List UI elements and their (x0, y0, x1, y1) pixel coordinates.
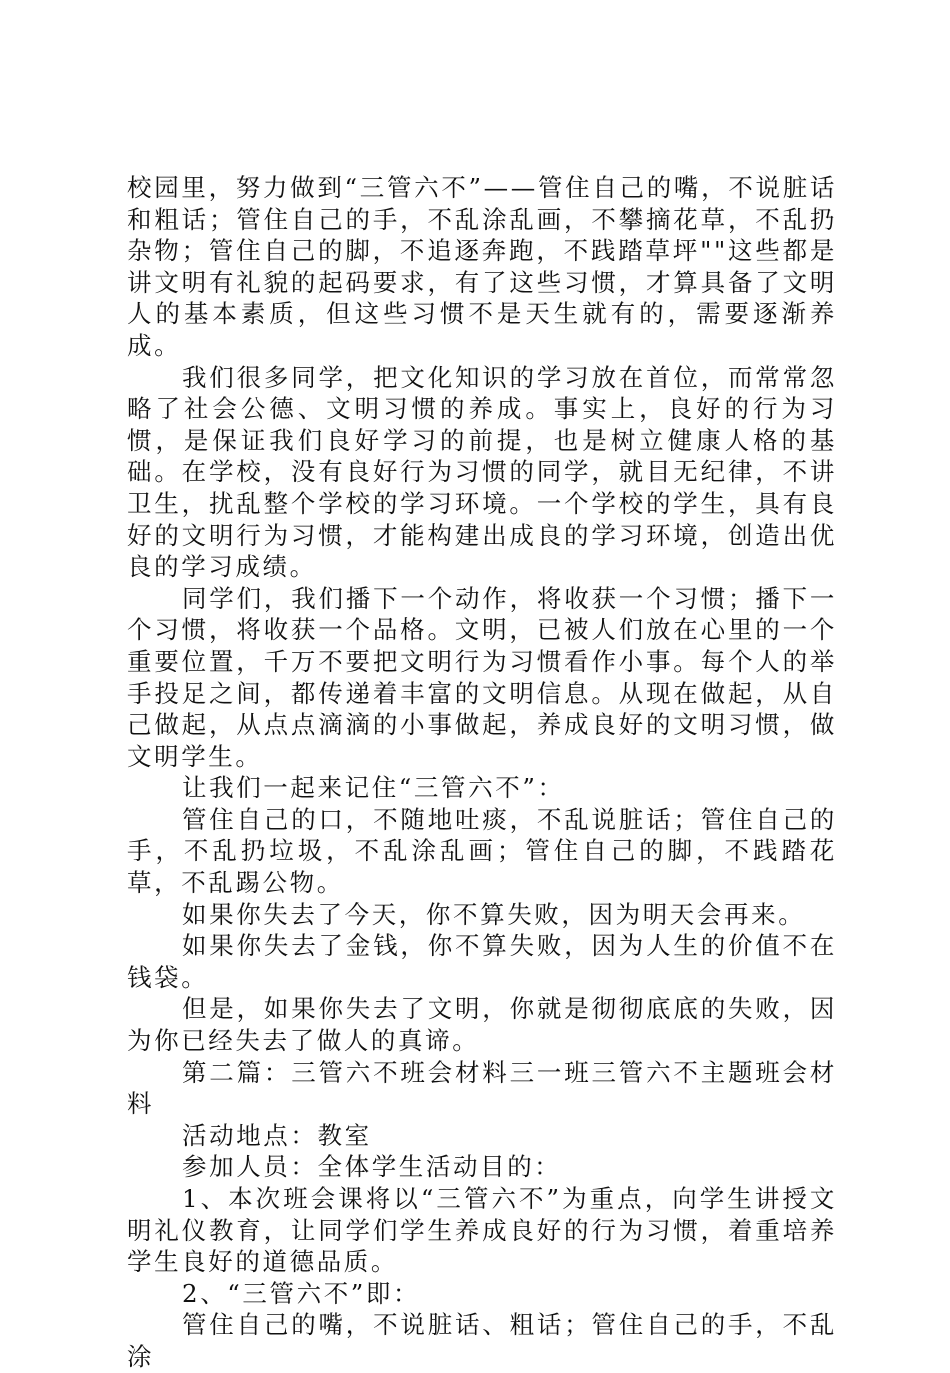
paragraph: 我们很多同学，把文化知识的学习放在首位，而常常忽略了社会公德、文明习惯的养成。事实上，良好的行为习惯，是保证我们良好学习的前提，也是树立健康人格的基础。在学校，没有良好行为习惯的同学，就目无纪律，不讲卫生，扰乱整个学校的学习环境。一个学校的学生，具有良好的文明行为习惯，才能构建出成良的学习环境，创造出优良的学习成绩。 (127, 362, 837, 582)
paragraph: 活动地点：教室 (182, 1120, 372, 1150)
document-body (127, 172, 837, 1373)
section-heading: 第二篇：三管六不班会材料三一班三管六不主题班会材料 (127, 1057, 837, 1119)
list-item: 2、“三管六不”即： (182, 1278, 421, 1308)
paragraph: 如果你失去了今天，你不算失败，因为明天会再来。 (182, 899, 806, 929)
paragraph: 管住自己的嘴，不说脏话、粗话；管住自己的手，不乱涂 (127, 1310, 837, 1371)
list-item: 1、本次班会课将以“三管六不”为重点，向学生讲授文明礼仪教育，让同学们学生养成良好的行为习惯，着重培养学生良好的道德品质。 (127, 1184, 837, 1277)
paragraph: 但是，如果你失去了文明，你就是彻彻底底的失败，因为你已经失去了做人的真谛。 (127, 994, 837, 1056)
paragraph: 管住自己的口，不随地吐痰，不乱说脏话；管住自己的手，不乱扔垃圾，不乱涂乱画；管住自己的脚，不践踏花草，不乱踢公物。 (127, 804, 837, 898)
paragraph: 参加人员：全体学生活动目的： (182, 1152, 562, 1182)
paragraph: 同学们，我们播下一个动作，将收获一个习惯；播下一个习惯，将收获一个品格。文明，已被人们放在心里的一个重要位置，千万不要把文明行为习惯看作小事。每个人的举手投足之间，都传递着丰富的文明信息。从现在做起，从自己做起，从点点滴滴的小事做起，养成良好的文明习惯，做文明学生。 (127, 583, 837, 771)
paragraph: 如果你失去了金钱，你不算失败，因为人生的价值不在钱袋。 (127, 931, 837, 992)
paragraph: 校园里，努力做到“三管六不”——管住自己的嘴，不说脏话和粗话；管住自己的手，不乱涂乱画，不攀摘花草，不乱扔杂物；管住自己的脚，不追逐奔跑，不践踏草坪""这些都是讲文明有礼貌的起码要求，有了这些习惯，才算具备了文明人的基本素质，但这些习惯不是天生就有的，需要逐渐养成。 (127, 173, 837, 360)
paragraph: 让我们一起来记住“三管六不”： (182, 773, 565, 803)
